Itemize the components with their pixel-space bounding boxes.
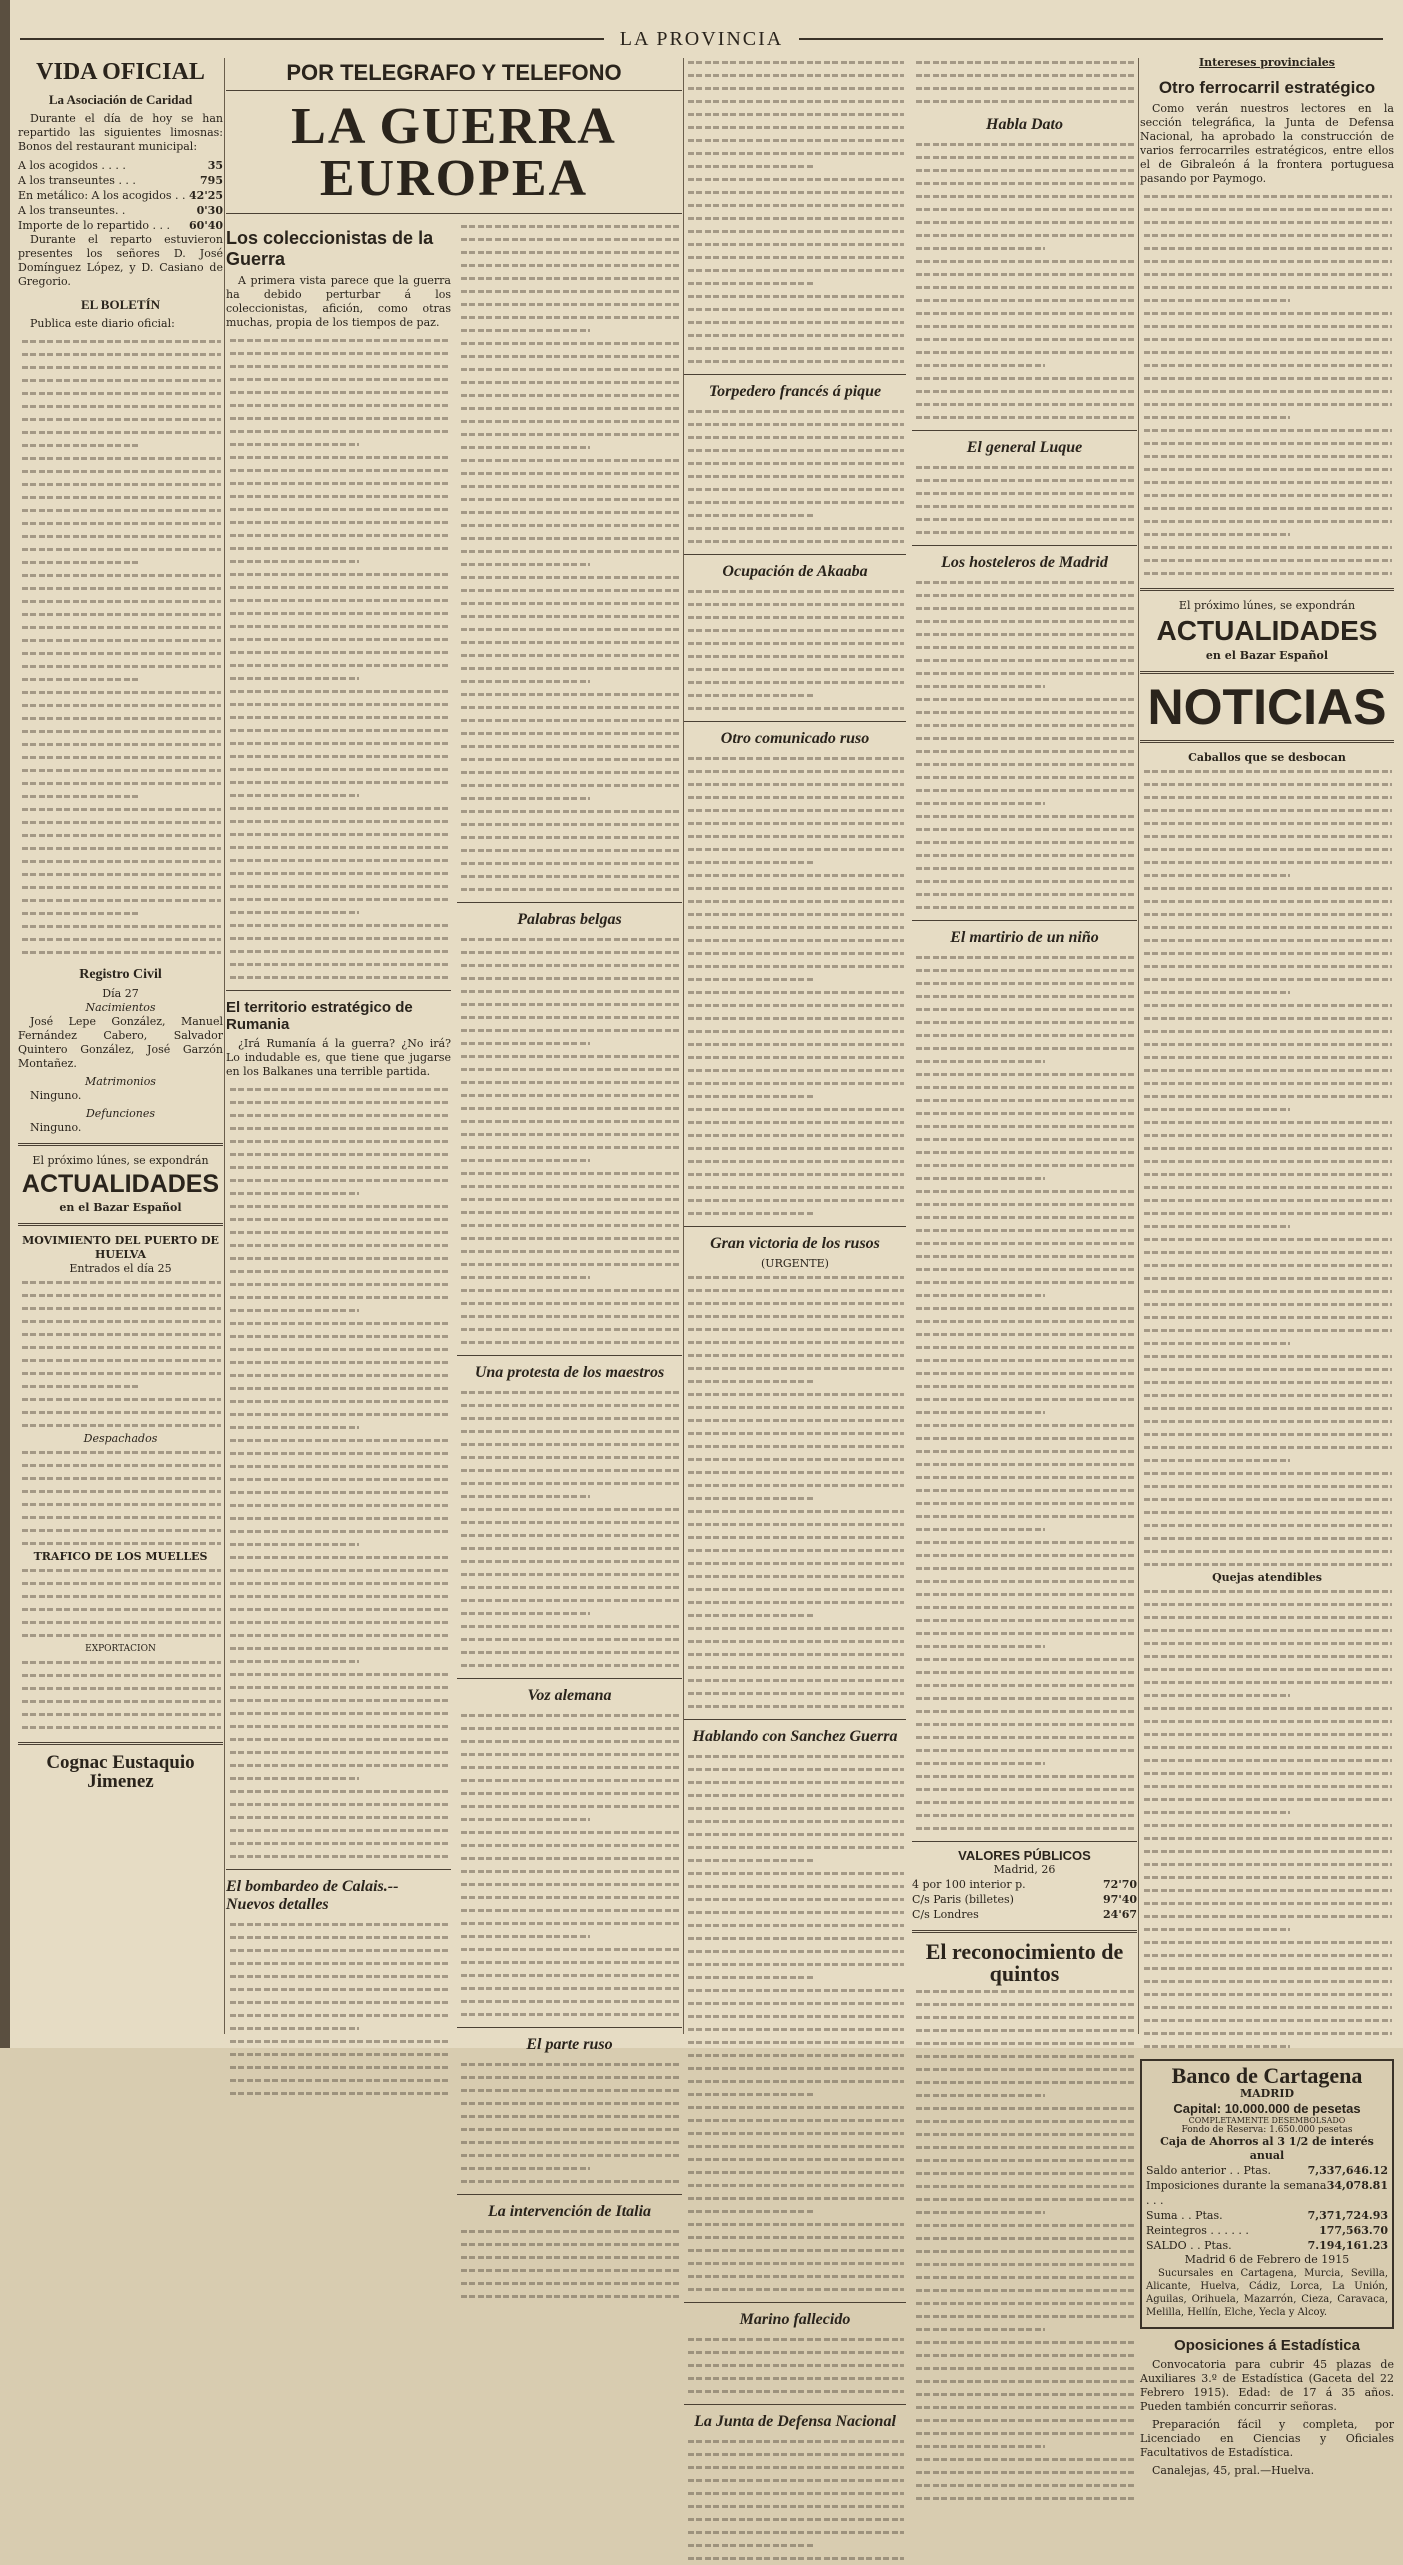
column-vida-oficial [18,56,223,2036]
comunicado-ruso-heading: Otro comunicado ruso [720,730,870,747]
palabras-belgas-text [457,933,682,1349]
bank-fund: Fondo de Reserva: 1.650.000 pesetas [1181,2125,1353,2135]
charity-heading: La Asociación de Caridad [48,92,193,107]
oposiciones-text-2: Preparación fácil y completa, por Licenciado en Ciencias y Oficiales Facultativos de Estadística. [1140,2418,1394,2459]
valores-row [912,1877,1137,1892]
column-rule [1138,58,1139,2034]
hosteleros-text [912,576,1137,914]
bank-row-value: 7.194,161.23 [1307,2239,1388,2252]
quejas-text [1140,1585,1394,2053]
column-telegrafo-2 [684,56,1137,2430]
bank-row-label: Saldo anterior . . Ptas. [1146,2164,1272,2177]
charity-row-label: A los transeuntes . . . [18,174,136,187]
charity-intro: Durante el día de hoy se han repartido las siguientes limosnas: Bonos del restaurant municipal: [18,112,223,153]
habla-dato-text [912,138,1137,424]
registro-day: Día 27 [102,987,139,1000]
bank-capital: Capital: 10.000.000 de pesetas [1173,2101,1361,2116]
puerto-sub: Entrados el día 25 [69,1262,172,1275]
italia-text [457,2225,682,2303]
telegraph-subcolumns-2 [684,56,1137,2565]
charity-row [18,173,223,188]
oposiciones-address: Canalejas, 45, pral.—Huelva. [1152,2464,1315,2477]
charity-row-value: 0'30 [196,204,223,217]
defunciones-text: Ninguno. [30,1121,82,1134]
charity-note: Durante el reparto estuvieron presentes los señores D. José Domínguez López, y D. Casiano de Gregorio. [18,233,223,288]
palabras-belgas-heading: Palabras belgas [517,911,622,928]
charity-row [18,203,223,218]
dato-intro-text [912,56,1137,108]
boletin-text [18,335,223,959]
promo-bazar-2: en el Bazar Español [1205,649,1329,662]
bank-date: Madrid 6 de Febrero de 1915 [1184,2253,1350,2266]
valores-row [912,1892,1137,1907]
torpedero-heading: Torpedero francés á pique [708,383,882,400]
promo-line-2: El próximo lúnes, se expondrán [1178,599,1356,612]
valores-row-label: C/s Paris (billetes) [912,1893,1014,1906]
bank-row-value: 177,563.70 [1319,2224,1388,2237]
quejas-heading: Quejas atendibles [1212,1571,1322,1584]
gran-victoria-text [684,1271,906,1713]
valores-row-label: 4 por 100 interior p. [912,1878,1026,1891]
nacimientos-label: Nacimientos [85,1001,156,1014]
charity-row-value: 42'25 [189,189,223,202]
rumania-lead: ¿Irá Rumanía á la guerra? ¿No irá? Lo indudable es, que tiene que jugarse en los Balkanes una terrible partida. [226,1037,451,1078]
charity-row [18,188,223,203]
coleccionistas-text [226,334,451,984]
footer-ad-cognac: Cognac Eustaquio Jimenez [46,1752,195,1792]
column-rule [224,58,225,2034]
calais-text [226,1918,451,2100]
defunciones-label: Defunciones [85,1107,156,1120]
intereses-kicker: Intereses provinciales [1199,56,1335,69]
bank-row-value: 34,078.81 [1326,2179,1388,2192]
valores-heading: VALORES PÚBLICOS [958,1848,1091,1863]
calais-heading: El bombardeo de Calais.-- Nuevos detalles [226,1878,399,1913]
italia-heading: La intervención de Italia [487,2203,652,2220]
valores-row-value: 97'40 [1103,1893,1137,1906]
ferrocarril-lead: Como verán nuestros lectores en la sección telegráfica, la Junta de Defensa Nacional, ha aprobado la construcción de varios ferrocarriles estratégicos, entre ellos el de Gibraleón á la frontera portuguesa pasando por Paymogo. [1140,102,1394,185]
charity-row-value: 60'40 [189,219,223,232]
bank-caja: Caja de Ahorros al 3 1/2 de interés anual [1160,2135,1374,2162]
telegraph-subcolumns-1 [226,220,682,2303]
general-luque-text [912,461,1137,539]
despachados-label: Despachados [83,1432,158,1445]
subcolumn-b [457,220,682,2303]
column-telegrafo-1 [226,56,682,2220]
valores-date: Madrid, 26 [993,1863,1056,1876]
telegraph-header: POR TELEGRAFO Y TELEFONO [286,60,622,85]
sanchez-guerra-text [684,1750,906,2296]
bank-city: MADRID [1239,2087,1295,2100]
parte-ruso-heading: El parte ruso [526,2036,613,2053]
marino-heading: Marino fallecido [739,2311,851,2328]
rumania-text [226,1083,451,1863]
boletin-heading: EL BOLETÍN [80,297,161,312]
maestros-text [457,1386,682,1672]
subcolumn-d [912,56,1137,2565]
bank-row-value: 7,371,724.93 [1307,2209,1388,2222]
quintos-heading: El reconocimiento de quintos [925,1939,1124,1986]
bank-row [1146,2208,1388,2223]
charity-row-label: Importe de lo repartido . . . [18,219,171,232]
bank-advert [1140,2059,1394,2329]
voz-alemana-heading: Voz alemana [527,1687,612,1704]
zeppelin-text [457,220,682,896]
puerto-entrados-text [18,1276,223,1432]
subcolumn-c [684,56,906,2565]
exportacion-text [18,1656,223,1734]
charity-row-label: A los acogidos . . . . [18,159,126,172]
promo-actualidades-2: ACTUALIDADES [1156,615,1378,646]
oposiciones-heading: Oposiciones á Estadística [1174,2337,1360,2354]
sanchez-guerra-heading: Hablando con Sanchez Guerra [692,1728,898,1745]
boletin-intro: Publica este diario oficial: [30,317,175,330]
akaaba-text [684,585,906,715]
puerto-despachados-text [18,1446,223,1550]
exportacion-label: EXPORTACION [85,1644,156,1654]
charity-row-label: A los transeuntes. . [18,204,126,217]
promo-bazar: en el Bazar Español [59,1201,182,1214]
valores-row-label: C/s Londres [912,1908,979,1921]
section-title: VIDA OFICIAL [36,59,205,85]
caballos-heading: Caballos que se desbocan [1188,751,1346,764]
matrimonios-label: Matrimonios [85,1075,156,1088]
charity-row-value: 795 [200,174,223,187]
martirio-text [912,951,1137,1835]
voz-alemana-text [457,1709,682,2021]
trafico-text [18,1564,223,1642]
rumania-heading: El territorio estratégico de Rumania [226,999,413,1033]
bank-sub: COMPLETAMENTE DESEMBOLSADO [1188,2116,1346,2125]
masthead [20,22,1383,56]
ferrocarril-heading: Otro ferrocarril estratégico [1158,78,1376,97]
nacimientos-text: José Lepe González, Manuel Fernández Cabero, Salvador Quintero González, José Garzón Montañez. [18,1015,223,1070]
general-luque-heading: El general Luque [966,439,1083,456]
bank-row-label: Suma . . Ptas. [1146,2209,1223,2222]
parte-ruso-text [457,2058,682,2188]
bank-name: Banco de Cartagena [1171,2063,1363,2088]
charity-row [18,218,223,233]
bank-row [1146,2163,1388,2178]
comunicado-ruso-text [684,752,906,1220]
noticias-text [1140,765,1394,1571]
bank-row-label: SALDO . . Ptas. [1146,2239,1232,2252]
column-provincia [1140,56,1394,2477]
charity-row-label: En metálico: A los acogidos . . [18,189,186,202]
puerto-heading: MOVIMIENTO DEL PUERTO DE HUELVA [22,1234,219,1261]
habla-dato-heading: Habla Dato [986,116,1063,133]
charity-table [18,158,223,233]
valores-row-value: 24'67 [1103,1908,1137,1921]
bank-row-label: Reintegros . . . . . . [1146,2224,1249,2237]
bank-row [1146,2238,1388,2253]
akaaba-heading: Ocupación de Akaaba [722,563,868,580]
continuation-text [684,56,906,368]
hosteleros-heading: Los hosteleros de Madrid [941,554,1108,571]
junta-defensa-text [684,2435,906,2565]
bank-row [1146,2223,1388,2238]
coleccionistas-heading: Los coleccionistas de la Guerra [226,228,434,269]
charity-row-value: 35 [207,159,223,172]
urgente-label: (URGENTE) [761,1257,829,1270]
bank-branches: Sucursales en Cartagena, Murcia, Sevilla, Alicante, Huelva, Cádiz, Lorca, La Unión, Aguilas, Orihuela, Mazarrón, Cieza, Caravaca, Melilla, Hellín, Elche, Yecla y Alcoy. [1146,2268,1388,2318]
matrimonios-text: Ninguno. [30,1089,82,1102]
trafico-heading: TRAFICO DE LOS MUELLES [33,1550,208,1563]
promo-actualidades: ACTUALIDADES [21,1170,220,1198]
noticias-banner: NOTICIAS [1147,679,1387,735]
valores-row [912,1907,1137,1922]
masthead-title: LA PROVINCIA [619,27,784,50]
valores-row-value: 72'70 [1103,1878,1137,1891]
charity-row [18,158,223,173]
valores-table [912,1877,1137,1922]
martirio-heading: El martirio de un niño [950,929,1099,946]
coleccionistas-lead: A primera vista parece que la guerra ha debido perturbar á los coleccionistas, afición, como otras muchas, propia de los tiempos de paz. [226,274,451,329]
bank-table [1146,2163,1388,2253]
registro-heading: Registro Civil [79,967,162,982]
promo-line: El próximo lúnes, se expondrán [32,1154,209,1167]
maestros-heading: Una protesta de los maestros [474,1364,665,1381]
marino-text [684,2333,906,2398]
bank-row-value: 7,337,646.12 [1307,2164,1388,2177]
bank-row-label: Imposiciones durante la semana . . . [1146,2179,1327,2207]
ferrocarril-text [1140,190,1394,580]
bank-row [1146,2178,1388,2208]
gran-victoria-heading: Gran victoria de los rusos [710,1235,880,1252]
page-binding-edge [0,0,10,2048]
war-banner: LA GUERRA EUROPEA [291,98,617,207]
oposiciones-text-1: Convocatoria para cubrir 45 plazas de Auxiliares 3.º de Estadística (Gaceta del 22 Febrero 1915). Edad: de 17 á 35 años. Pueden también concurrir señoras. [1140,2358,1394,2413]
junta-defensa-heading: La Junta de Defensa Nacional [694,2413,896,2430]
quintos-text [912,1985,1137,2505]
subcolumn-a [226,220,451,2303]
torpedero-text [684,405,906,548]
